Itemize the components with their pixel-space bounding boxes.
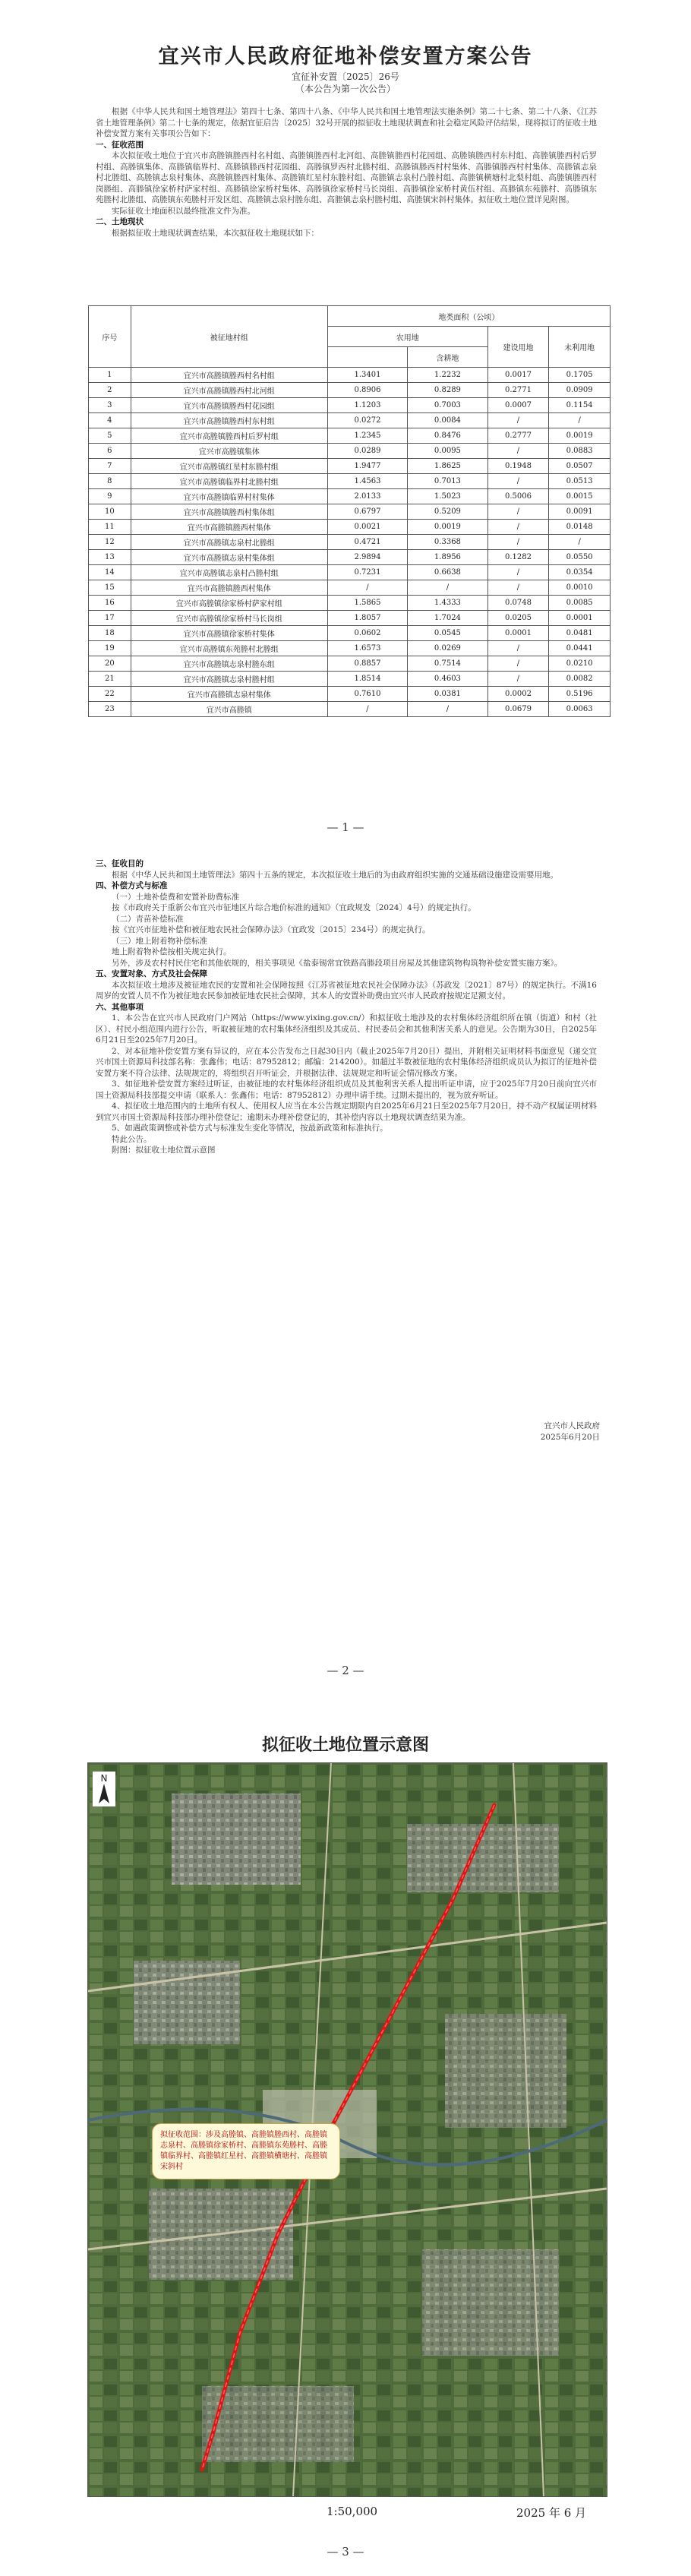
table-row [89, 504, 611, 520]
cell-seq: 16 [89, 596, 131, 611]
cell-arable: 1.4333 [408, 596, 487, 611]
cell-farm: 0.7231 [327, 565, 407, 580]
cell-build: / [487, 535, 549, 550]
cell-seq: 1 [89, 368, 131, 383]
page-2 [0, 843, 691, 1686]
cell-unused: 0.1705 [549, 368, 611, 383]
cell-build: / [487, 656, 549, 672]
cell-build: / [487, 641, 549, 656]
compass-letter: N [100, 1773, 108, 1784]
cell-arable: 0.0019 [408, 520, 487, 535]
cell-farm: 1.8057 [327, 611, 407, 626]
section-2-heading: 二、土地现状 [96, 217, 144, 226]
section-4-3-heading: （三）地上附着物补偿标准 [112, 936, 207, 946]
cell-unused: 0.0082 [549, 672, 611, 687]
cell-unit: 宜兴市高塍镇徐家桥村萨家村组 [131, 596, 327, 611]
settlement-north [172, 1794, 301, 1885]
page-2-body [96, 858, 597, 1156]
col-unused: 未利用地 [549, 327, 611, 368]
section-6-item-5: 5、如遇政策调整或补偿方式与标准发生变化等情况，按最新政策和标准执行。 [112, 1124, 388, 1133]
cell-unused: 0.0001 [549, 611, 611, 626]
cell-seq: 21 [89, 672, 131, 687]
cell-build: 0.0007 [487, 398, 549, 413]
cell-unit: 宜兴市高塍镇塍西村花园组 [131, 398, 327, 413]
col-farm: 农用地 [327, 327, 487, 347]
table-row [89, 641, 611, 656]
page-number: — 1 — [327, 820, 364, 834]
cell-unused: 0.0063 [549, 702, 611, 717]
page-number: — 3 — [327, 2545, 364, 2559]
cell-unit: 宜兴市高塍镇塍西村后罗村组 [131, 428, 327, 444]
cell-seq: 13 [89, 550, 131, 565]
cell-build: 0.0017 [487, 368, 549, 383]
cell-unused: 0.0441 [549, 641, 611, 656]
cell-seq: 19 [89, 641, 131, 656]
land-status-table [88, 305, 611, 717]
cell-farm: 0.0272 [327, 413, 407, 428]
cell-farm: 1.1203 [327, 398, 407, 413]
cell-unit: 宜兴市高塍镇塍西村北河组 [131, 383, 327, 398]
section-2-text: 根据拟征收土地现状调查结果，本次拟征收土地现状如下： [112, 228, 319, 238]
cell-seq: 12 [89, 535, 131, 550]
cell-arable: 0.7003 [408, 398, 487, 413]
cell-unit: 宜兴市高塍镇徐家桥村马长岗组 [131, 611, 327, 626]
cell-arable: / [408, 702, 487, 717]
cell-farm: 1.4563 [327, 474, 407, 489]
cell-build: 0.2771 [487, 383, 549, 398]
cell-unused: 0.0015 [549, 489, 611, 504]
section-6-heading: 六、其他事项 [96, 1002, 144, 1012]
cell-unused: 0.0091 [549, 504, 611, 520]
cell-unit: 宜兴市高塍镇志泉村凸塍村组 [131, 565, 327, 580]
table-row [89, 626, 611, 641]
table-row [89, 535, 611, 550]
cell-arable: 0.3368 [408, 535, 487, 550]
cell-seq: 5 [89, 428, 131, 444]
cell-seq: 6 [89, 444, 131, 459]
map-scale: 1:50,000 [327, 2505, 378, 2518]
table-row [89, 459, 611, 474]
cell-unit: 宜兴市高塍镇东苑塍村北塍组 [131, 641, 327, 656]
cell-farm: 2.0133 [327, 489, 407, 504]
cell-unit: 宜兴市高塍镇塍西村名村组 [131, 368, 327, 383]
cell-build: 0.0205 [487, 611, 549, 626]
cell-build: 0.2777 [487, 428, 549, 444]
issue-note: （本公告为第一次公告） [295, 84, 396, 94]
cell-seq: 4 [89, 413, 131, 428]
cell-farm: 0.8906 [327, 383, 407, 398]
section-1-note: 实际征收土地面积以最终批准文件为准。 [112, 206, 255, 216]
cell-seq: 2 [89, 383, 131, 398]
cell-unit: 宜兴市高塍镇红星村东塍村组 [131, 459, 327, 474]
cell-build: / [487, 444, 549, 459]
cell-arable: 1.8956 [408, 550, 487, 565]
cell-seq: 8 [89, 474, 131, 489]
cell-build: 0.0748 [487, 596, 549, 611]
cell-arable: 0.0381 [408, 687, 487, 702]
cell-arable: 0.0269 [408, 641, 487, 656]
notice-end: 特此公告。 [112, 1134, 152, 1144]
cell-farm: 0.8857 [327, 656, 407, 672]
settlement-east [445, 2014, 566, 2128]
col-area: 地类面积（公顷） [327, 306, 610, 327]
cell-arable: 0.8476 [408, 428, 487, 444]
section-6-item-2: 2、对本征地补偿安置方案有异议的，应在本公告发布之日起30日内（截止2025年7月20日）提出，并附相关证明材料书面意见（递交宜兴市国土资源局科技部名称：张鑫伟；电话：87952812；邮编：214200）。如超过半数被征地的农村集体经济组织成员认为拟订的征地补偿安置方案不符合法律、法规规定的，将组织召开听证会，并根据法律、法规规定和听证会情况修改方案。 [96, 1046, 597, 1078]
section-4-extra: 另外，涉及农村村民住宅和其他依规的，相关事项见《盐泰锡常宜铁路高塍段项目房屋及其他建筑物构筑物补偿安置实施方案》。 [112, 958, 563, 968]
table-row [89, 398, 611, 413]
cell-seq: 18 [89, 626, 131, 641]
cell-arable: 0.0545 [408, 626, 487, 641]
table-row [89, 474, 611, 489]
cell-build: / [487, 580, 549, 596]
cell-unused: 0.0507 [549, 459, 611, 474]
cell-seq: 3 [89, 398, 131, 413]
compass-icon [93, 1772, 115, 1806]
section-5-text: 本次拟征收土地涉及被征地农民的安置和社会保障按照《江苏省被征地农民社会保障办法》（苏政发〔2021〕87号）的规定执行。不满16周岁的安置人员不作为被征地农民参加被征地农民社会保障，其本人的安置补助费由宜兴市人民政府按规定足额支付。 [96, 980, 597, 1000]
cell-arable: 1.2232 [408, 368, 487, 383]
page-title: 宜兴市人民政府征地补偿安置方案公告 [158, 45, 533, 68]
cell-arable: 0.4603 [408, 672, 487, 687]
cell-unit: 宜兴市高塍镇集体 [131, 444, 327, 459]
cell-unused: / [549, 413, 611, 428]
cell-build: / [487, 672, 549, 687]
cell-unused: 0.0550 [549, 550, 611, 565]
section-4-3-text: 地上附着物补偿按相关规定执行。 [112, 947, 232, 956]
cell-seq: 23 [89, 702, 131, 717]
col-arable: 含耕地 [408, 347, 487, 368]
cell-unit: 宜兴市高塍镇志泉村集体 [131, 687, 327, 702]
cell-farm: 1.8514 [327, 672, 407, 687]
cell-arable: 0.5209 [408, 504, 487, 520]
cell-unused: 0.0010 [549, 580, 611, 596]
cell-unit: 宜兴市高塍镇临界村北塍村组 [131, 474, 327, 489]
cell-farm: 0.6797 [327, 504, 407, 520]
page-number: — 2 — [327, 1664, 364, 1677]
cell-arable: 0.8289 [408, 383, 487, 398]
cell-farm: 0.0602 [327, 626, 407, 641]
cell-unit: 宜兴市高塍镇塍西村集体组 [131, 504, 327, 520]
table-row [89, 672, 611, 687]
cell-arable: 0.7514 [408, 656, 487, 672]
north-arrow [93, 1772, 115, 1806]
cell-arable: 0.6638 [408, 565, 487, 580]
cell-unit: 宜兴市高塍镇临界村村集体 [131, 489, 327, 504]
cell-farm: 0.4721 [327, 535, 407, 550]
page-3 [0, 1686, 691, 2576]
table-row [89, 413, 611, 428]
cell-unit: 宜兴市高塍镇塍西村集体 [131, 580, 327, 596]
section-1-heading: 一、征收范围 [96, 140, 144, 150]
signature-block [402, 1421, 600, 1443]
cell-farm: 0.7610 [327, 687, 407, 702]
section-3-heading: 三、征收目的 [96, 859, 144, 868]
cell-build: / [487, 520, 549, 535]
table-row [89, 550, 611, 565]
cell-unused: 0.0085 [549, 596, 611, 611]
cell-seq: 20 [89, 656, 131, 672]
cell-build: 0.1282 [487, 550, 549, 565]
cell-seq: 10 [89, 504, 131, 520]
table-row [89, 702, 611, 717]
cell-build: 0.0002 [487, 687, 549, 702]
table-row [89, 687, 611, 702]
cell-unit: 宜兴市高塍镇志泉村集体组 [131, 550, 327, 565]
cell-seq: 9 [89, 489, 131, 504]
cell-unused: 0.0909 [549, 383, 611, 398]
intro-block [96, 106, 597, 239]
section-5-heading: 五、安置对象、方式及社会保障 [96, 969, 207, 978]
table-row [89, 489, 611, 504]
cell-farm: 2.9894 [327, 550, 407, 565]
page-1 [0, 0, 691, 843]
cell-build: / [487, 413, 549, 428]
cell-farm: / [327, 580, 407, 596]
cell-farm: 1.2345 [327, 428, 407, 444]
table-row [89, 580, 611, 596]
cell-farm: 0.0021 [327, 520, 407, 535]
col-unit: 被征地村组 [131, 306, 327, 368]
cell-arable: 0.0095 [408, 444, 487, 459]
table-row [89, 383, 611, 398]
document-number: 宜征补安置〔2025〕26号 [292, 71, 399, 82]
cell-unit: 宜兴市高塍镇志泉村塍村组 [131, 672, 327, 687]
cell-unused: 0.5196 [549, 687, 611, 702]
cell-farm: / [327, 702, 407, 717]
cell-unused: / [549, 535, 611, 550]
cell-unit: 宜兴市高塍镇志泉村北塍组 [131, 535, 327, 550]
col-seq: 序号 [89, 306, 131, 368]
table-row [89, 565, 611, 580]
cell-unit: 宜兴市高塍镇志泉村塍东组 [131, 656, 327, 672]
signature-date: 2025年6月20日 [540, 1433, 600, 1442]
cell-unused: 0.0148 [549, 520, 611, 535]
section-4-2-text: 按《宜兴市征地补偿和被征地农民社会保障办法》（宜政发〔2015〕234号）的规定执行。 [112, 925, 431, 934]
table-row [89, 520, 611, 535]
table-row [89, 444, 611, 459]
cell-seq: 11 [89, 520, 131, 535]
cell-arable: 1.8625 [408, 459, 487, 474]
cell-farm: 1.6573 [327, 641, 407, 656]
table-row [89, 428, 611, 444]
cell-arable: 1.5023 [408, 489, 487, 504]
cell-seq: 17 [89, 611, 131, 626]
cell-arable: 0.7013 [408, 474, 487, 489]
cell-build: 0.0679 [487, 702, 549, 717]
cell-unit: 宜兴市高塍镇塍西村集体 [131, 520, 327, 535]
section-4-heading: 四、补偿方式与标准 [96, 881, 168, 890]
cell-unused: 0.0883 [549, 444, 611, 459]
cell-seq: 15 [89, 580, 131, 596]
map-date: 2025 年 6 月 [516, 2506, 587, 2520]
settlement-southeast [422, 2249, 559, 2356]
cell-farm: 1.9477 [327, 459, 407, 474]
cell-build: / [487, 504, 549, 520]
section-4-2-heading: （二）青苗补偿标准 [112, 914, 184, 924]
cell-farm: 1.3401 [327, 368, 407, 383]
cell-farm: 0.0289 [327, 444, 407, 459]
cell-build: / [487, 565, 549, 580]
section-1-text: 本次拟征收土地位于宜兴市高塍镇塍西村名村组、高塍镇塍西村北河组、高塍镇塍西村花园组、高塍镇塍西村东村组、高塍镇塍西村后罗村组、高塍镇集体、高塍镇临界村、高塍镇塍西村花园组、高塍镇罗西村北塍村组、高塍镇塍西村村集体、高塍镇塍西村村集体、高塍镇志泉村北塍组、高塍镇志泉村集体、高塍镇塍西村集体、高塍镇红星村东塍村组、高塍镇志泉村凸塍村组、高塍镇横塘村北梨村组、高塍镇塍西村岗塍组、高塍镇徐家桥村萨家村组、高塍镇徐家桥村集体、高塍镇徐家桥村马长岗组、高塍镇徐家桥村黄伍村组、高塍镇东苑塍村、高塍镇东苑塍村北塍组、高塍镇东苑塍村开发区组、高塍镇志泉村塍东组、高塍镇志泉村塍村组、高塍镇宋斜村集体。拟征收土地位置详见附图。 [96, 151, 597, 204]
table-row [89, 611, 611, 626]
table-row [89, 596, 611, 611]
cell-seq: 7 [89, 459, 131, 474]
signature-org: 宜兴市人民政府 [544, 1421, 600, 1430]
section-6-item-3: 3、如征地补偿安置方案经过听证，由被征地的农村集体经济组织成员及其他利害关系人提出听证申请，应于2025年7月20日前向宜兴市国土资源局科技部提交申请（联系人：张鑫伟；电话：87952812）办理申请手续。过期未提出的，视为放弃听证。 [96, 1079, 597, 1100]
map-legend-callout: 拟征收范围：涉及高塍镇、高塍镇塍西村、高塍镇志泉村、高塍镇徐家桥村、高塍镇东苑塍村、高塍镇临界村、高塍镇红星村、高塍镇横塘村、高塍镇宋斜村 [152, 2123, 340, 2179]
table-row [89, 656, 611, 672]
cell-seq: 14 [89, 565, 131, 580]
col-farm-sub [327, 347, 407, 368]
section-4-1-heading: （一）土地补偿费和安置补助费标准 [112, 892, 239, 902]
section-6-item-4: 4、拟征收土地范围内的土地所有权人、使用权人应当在本公告规定期限内自2025年6月21日至2025年7月20日，持不动产权属证明材料到宜兴市国土资源局科技部办理补偿登记；逾期未办理补偿登记的，其补偿内容以土地现状调查结果为准。 [96, 1102, 597, 1122]
cell-farm: 1.5865 [327, 596, 407, 611]
map-title: 拟征收土地位置示意图 [261, 1735, 429, 1755]
cell-unused: 0.0354 [549, 565, 611, 580]
cell-build: 0.5006 [487, 489, 549, 504]
cell-arable: 0.0084 [408, 413, 487, 428]
attachment-note: 附图：拟征收土地位置示意图 [112, 1146, 216, 1155]
section-6-item-1: 1、本公告在宜兴市人民政府门户网站（https://www.yixing.gov.cn/）和拟征收土地涉及的农村集体经济组织所在镇（街道）和村（社区）、村民小组范围内进行公告，听取被征地的农村集体经济组织及其成员、村民委员会和其他利害关系人的意见。公告期为30日，自2025年6月21日至2025年7月20日。 [96, 1013, 597, 1045]
table-row [89, 368, 611, 383]
cell-unit: 宜兴市高塍镇 [131, 702, 327, 717]
cell-unused: 0.1154 [549, 398, 611, 413]
cell-unused: 0.0513 [549, 474, 611, 489]
col-build: 建设用地 [487, 327, 549, 368]
cell-unused: 0.0210 [549, 656, 611, 672]
intro-paragraph: 根据《中华人民共和国土地管理法》第四十七条、第四十八条、《中华人民共和国土地管理法实施条例》第二十七条、第二十八条、《江苏省土地管理条例》第二十七条的规定，依据宜征启告〔2025〕32号开展的拟征收土地现状调查和社会稳定风险评估结果，现将拟订的征收土地补偿安置方案有关事项公告如下： [96, 107, 597, 138]
section-4-1-text: 按《市政府关于重新公布宜兴市征地区片综合地价标准的通知》（宜政规发〔2024〕4号）的规定执行。 [112, 903, 476, 912]
cell-arable: 1.7024 [408, 611, 487, 626]
section-3-text: 根据《中华人民共和国土地管理法》第四十五条的规定，本次拟征收土地后的为由政府组织实施的交通基础设施建设需要用地。 [112, 870, 558, 880]
cell-arable: / [408, 580, 487, 596]
cell-seq: 22 [89, 687, 131, 702]
cell-build: / [487, 474, 549, 489]
cell-unused: 0.0019 [549, 428, 611, 444]
cell-unit: 宜兴市高塍镇塍西村东村组 [131, 413, 327, 428]
cell-unused: 0.0481 [549, 626, 611, 641]
cell-build: 0.1948 [487, 459, 549, 474]
cell-unit: 宜兴市高塍镇徐家桥村集体 [131, 626, 327, 641]
settlement-south [202, 2386, 354, 2462]
cell-build: 0.0001 [487, 626, 549, 641]
